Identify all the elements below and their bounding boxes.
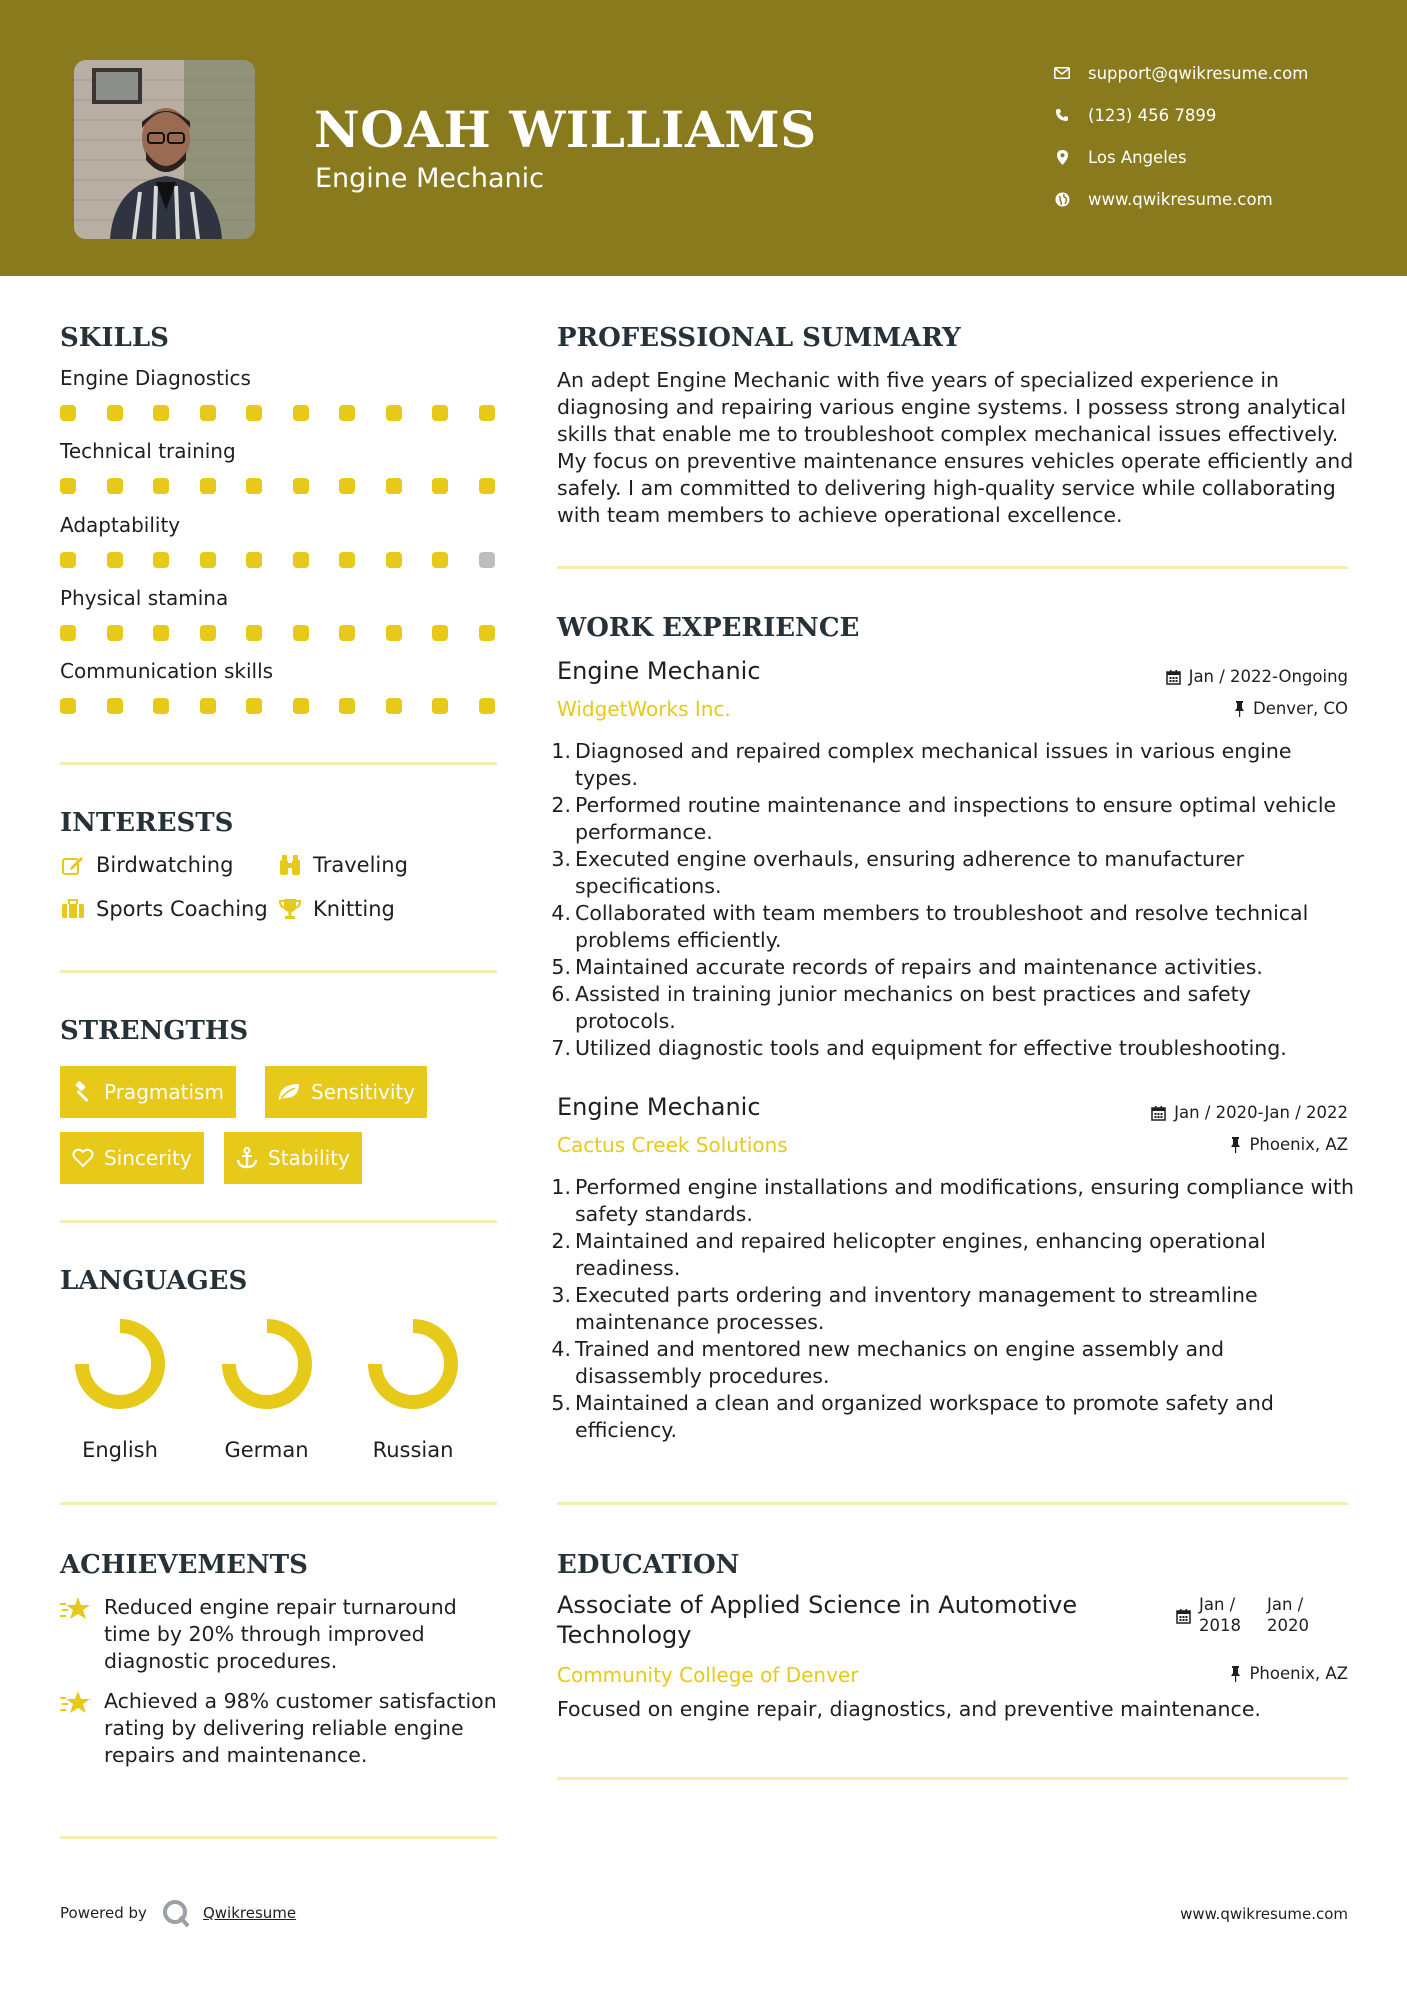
skill-dot-filled: [479, 698, 495, 714]
duty-item: Performed routine maintenance and inspections to ensure optimal vehicle performance.: [575, 793, 1337, 844]
envelope-icon: [1050, 67, 1074, 79]
language-ring: [72, 1316, 168, 1412]
duty-item: Assisted in training junior mechanics on best practices and safety protocols.: [575, 982, 1251, 1033]
skill-dot-filled: [339, 405, 355, 421]
skill-level-dots: [60, 552, 525, 568]
skill-dot-filled: [293, 552, 309, 568]
heart-icon: [72, 1148, 94, 1168]
interest-traveling: [277, 853, 408, 877]
skill-dot-filled: [432, 405, 448, 421]
language-level-arc: [82, 1326, 158, 1402]
job-dates-text: Jan / 2020-Jan / 2022: [1174, 1103, 1348, 1122]
interest-sports-coaching: [60, 897, 268, 921]
duty-item: Executed engine overhauls, ensuring adherence to manufacturer specifications.: [575, 847, 1245, 898]
skill-dot-filled: [386, 478, 402, 494]
language-ring: [365, 1316, 461, 1412]
strength-tag-stability: [224, 1132, 362, 1184]
qwikresume-logo-icon: [161, 1898, 191, 1928]
skill-dot-empty: [479, 552, 495, 568]
skill-dot-filled: [60, 698, 76, 714]
education-dates: [1176, 1594, 1319, 1636]
binoculars-icon: [277, 854, 303, 876]
interest-label: Traveling: [313, 853, 408, 877]
skill-name: Communication skills: [60, 659, 274, 684]
duty-item: Utilized diagnostic tools and equipment for effective troubleshooting.: [575, 1036, 1287, 1060]
skill-dot-filled: [153, 478, 169, 494]
interest-label: Knitting: [313, 897, 395, 921]
qwikresume-link[interactable]: Qwikresume: [202, 1904, 297, 1922]
skill-dot-filled: [60, 552, 76, 568]
candidate-role: Engine Mechanic: [315, 163, 544, 194]
contact-location: [1050, 136, 1308, 178]
education-description: Focused on engine repair, diagnostics, and preventive maintenance.: [557, 1697, 1261, 1721]
achievement-item: [60, 1688, 500, 1769]
skill-dot-filled: [386, 625, 402, 641]
education-location: [1230, 1664, 1348, 1683]
skill-dot-filled: [153, 698, 169, 714]
contact-phone-text: (123) 456 7899: [1088, 105, 1217, 125]
powered-by-text: Powered by: [60, 1904, 147, 1922]
experience-divider: [557, 1502, 1348, 1505]
strength-label: Sensitivity: [311, 1080, 416, 1104]
achievement-text: Achieved a 98% customer satisfaction rating by delivering reliable engine repairs and maintenance.: [104, 1689, 497, 1767]
skill-dot-filled: [246, 698, 262, 714]
skill-dot-filled: [60, 478, 76, 494]
skill-dot-filled: [293, 625, 309, 641]
languages-heading: LANGUAGES: [60, 1266, 248, 1296]
job-company: Cactus Creek Solutions: [557, 1133, 788, 1157]
education-school: Community College of Denver: [557, 1663, 859, 1687]
gavel-icon: [72, 1081, 94, 1103]
strength-label: Stability: [268, 1146, 350, 1170]
star-icon: [60, 1594, 104, 1675]
experience-heading: WORK EXPERIENCE: [557, 613, 860, 643]
pencil-icon: [60, 855, 86, 875]
achievement-item: [60, 1594, 500, 1675]
job-title: Engine Mechanic: [557, 657, 761, 685]
duty-item: Executed parts ordering and inventory management to streamline maintenance processes.: [575, 1283, 1258, 1334]
job-location: [1230, 1135, 1348, 1154]
profile-photo: [74, 60, 255, 239]
resume-header: [0, 0, 1407, 276]
language-name: German: [224, 1438, 309, 1462]
skill-dot-filled: [60, 625, 76, 641]
summary-heading: PROFESSIONAL SUMMARY: [557, 323, 961, 353]
skill-dot-filled: [386, 552, 402, 568]
strengths-divider: [60, 1220, 497, 1223]
duty-item: Maintained and repaired helicopter engines, enhancing operational readiness.: [575, 1229, 1266, 1280]
pushpin-icon: [1234, 701, 1245, 717]
skill-dot-filled: [432, 478, 448, 494]
phone-icon: [1050, 108, 1074, 122]
duty-item: Diagnosed and repaired complex mechanical issues in various engine types.: [575, 739, 1292, 790]
job-duties: [575, 738, 1355, 1062]
interests-heading: INTERESTS: [60, 808, 234, 838]
skill-dot-filled: [153, 625, 169, 641]
skill-name: Physical stamina: [60, 585, 229, 610]
pushpin-icon: [1230, 1137, 1241, 1153]
language-ring: [219, 1316, 315, 1412]
skill-dot-filled: [200, 478, 216, 494]
job-company: WidgetWorks Inc.: [557, 697, 731, 721]
skill-level-dots: [60, 405, 525, 421]
strength-tag-sensitivity: [265, 1066, 427, 1118]
summary-text: An adept Engine Mechanic with five years of specialized experience in diagnosing and repairing various engine systems. I possess strong analytical skills that enable me to troubleshoot complex mechanical issues effectively. My focus on preventive maintenance ensures vehicles operate efficiently and safely. I am committed to delivering high-quality service while collaborating with team members to achieve operational excellence.: [557, 368, 1354, 527]
skill-dot-filled: [479, 405, 495, 421]
skill-level-dots: [60, 478, 525, 494]
job-location: [1234, 699, 1348, 718]
job-dates: [1151, 1103, 1348, 1122]
calendar-icon: [1176, 1608, 1191, 1624]
achievements-heading: ACHIEVEMENTS: [60, 1550, 308, 1580]
skill-dot-filled: [432, 625, 448, 641]
contact-website-text: www.qwikresume.com: [1088, 189, 1273, 209]
map-pin-icon: [1050, 150, 1074, 165]
language-item: [207, 1316, 327, 1462]
skill-dot-filled: [200, 698, 216, 714]
skill-dot-filled: [246, 625, 262, 641]
skill-dot-filled: [339, 625, 355, 641]
skills-heading: SKILLS: [60, 323, 169, 353]
education-end: Jan / 2020: [1267, 1595, 1309, 1635]
skill-dot-filled: [200, 405, 216, 421]
job-location-text: Phoenix, AZ: [1249, 1135, 1348, 1154]
duty-item: Maintained accurate records of repairs and maintenance activities.: [575, 955, 1263, 979]
interest-birdwatching: [60, 853, 233, 877]
skill-dot-filled: [432, 552, 448, 568]
skill-dot-filled: [200, 552, 216, 568]
star-icon: [60, 1688, 104, 1769]
globe-icon: [1050, 192, 1074, 207]
skill-level-dots: [60, 698, 525, 714]
job-duties: [575, 1174, 1355, 1444]
skill-dot-filled: [339, 478, 355, 494]
education-divider: [557, 1777, 1348, 1780]
skill-dot-filled: [293, 405, 309, 421]
summary-divider: [557, 566, 1348, 569]
candidate-name: NOAH WILLIAMS: [314, 100, 817, 159]
job-location-text: Denver, CO: [1252, 699, 1348, 718]
footer-powered-by: [60, 1898, 296, 1928]
anchor-icon: [236, 1147, 258, 1169]
interest-knitting: [277, 897, 395, 921]
pushpin-icon: [1230, 1666, 1241, 1682]
duty-item: Collaborated with team members to troubleshoot and resolve technical problems efficiently.: [575, 901, 1309, 952]
language-level-arc: [229, 1326, 305, 1402]
language-level-arc: [375, 1326, 451, 1402]
skill-dot-filled: [107, 698, 123, 714]
achievements-divider: [60, 1836, 497, 1839]
skill-dot-filled: [432, 698, 448, 714]
skill-level-dots: [60, 625, 525, 641]
skill-dot-filled: [153, 405, 169, 421]
contact-email[interactable]: [1050, 52, 1308, 94]
skill-dot-filled: [386, 405, 402, 421]
language-name: English: [82, 1438, 158, 1462]
strength-tag-sincerity: [60, 1132, 204, 1184]
skill-dot-filled: [246, 405, 262, 421]
calendar-icon: [1151, 1105, 1166, 1121]
briefcase-icon: [60, 899, 86, 919]
calendar-icon: [1166, 669, 1181, 685]
skill-name: Adaptability: [60, 512, 181, 537]
interest-label: Birdwatching: [96, 853, 234, 877]
skill-name: Engine Diagnostics: [60, 366, 251, 390]
trophy-icon: [277, 898, 303, 920]
languages-divider: [60, 1502, 497, 1505]
duty-item: Maintained a clean and organized workspace to promote safety and efficiency.: [575, 1391, 1274, 1442]
education-location-text: Phoenix, AZ: [1249, 1664, 1348, 1683]
education-start: Jan / 2018: [1199, 1595, 1241, 1635]
skill-dot-filled: [293, 478, 309, 494]
strength-label: Sincerity: [104, 1146, 192, 1170]
language-item: [353, 1316, 473, 1462]
skill-dot-filled: [107, 625, 123, 641]
strengths-heading: STRENGTHS: [60, 1016, 249, 1046]
skill-dot-filled: [293, 698, 309, 714]
skills-divider: [60, 762, 497, 765]
skill-dot-filled: [107, 552, 123, 568]
skill-dot-filled: [107, 478, 123, 494]
duty-item: Performed engine installations and modifications, ensuring compliance with safety standards.: [575, 1175, 1355, 1226]
strength-tag-pragmatism: [60, 1066, 236, 1118]
job-dates: [1166, 667, 1348, 686]
skill-dot-filled: [200, 625, 216, 641]
interest-label: Sports Coaching: [96, 897, 268, 921]
skill-dot-filled: [339, 698, 355, 714]
skill-dot-filled: [479, 478, 495, 494]
skill-dot-filled: [107, 405, 123, 421]
job-title: Engine Mechanic: [557, 1093, 761, 1121]
contact-list: [1050, 52, 1308, 220]
skill-dot-filled: [246, 478, 262, 494]
contact-email-text: support@qwikresume.com: [1088, 63, 1309, 83]
contact-location-text: Los Angeles: [1088, 147, 1187, 167]
contact-website[interactable]: [1050, 178, 1308, 220]
skill-dot-filled: [386, 698, 402, 714]
achievement-text: Reduced engine repair turnaround time by 20% through improved diagnostic procedures.: [104, 1595, 457, 1673]
education-heading: EDUCATION: [557, 1550, 740, 1580]
footer-website[interactable]: www.qwikresume.com: [1180, 1905, 1348, 1923]
job-dates-text: Jan / 2022-Ongoing: [1188, 667, 1348, 686]
skill-dot-filled: [479, 625, 495, 641]
language-item: [60, 1316, 180, 1462]
skill-dot-filled: [339, 552, 355, 568]
duty-item: Trained and mentored new mechanics on engine assembly and disassembly procedures.: [575, 1337, 1225, 1388]
skill-dot-filled: [153, 552, 169, 568]
leaf-icon: [277, 1082, 301, 1102]
skill-dot-filled: [246, 552, 262, 568]
contact-phone[interactable]: [1050, 94, 1308, 136]
interests-divider: [60, 970, 497, 973]
language-name: Russian: [372, 1438, 454, 1462]
strength-label: Pragmatism: [104, 1080, 224, 1104]
skill-dot-filled: [60, 405, 76, 421]
skill-name: Technical training: [60, 439, 236, 464]
education-degree: Associate of Applied Science in Automotive Technology: [557, 1591, 1078, 1649]
